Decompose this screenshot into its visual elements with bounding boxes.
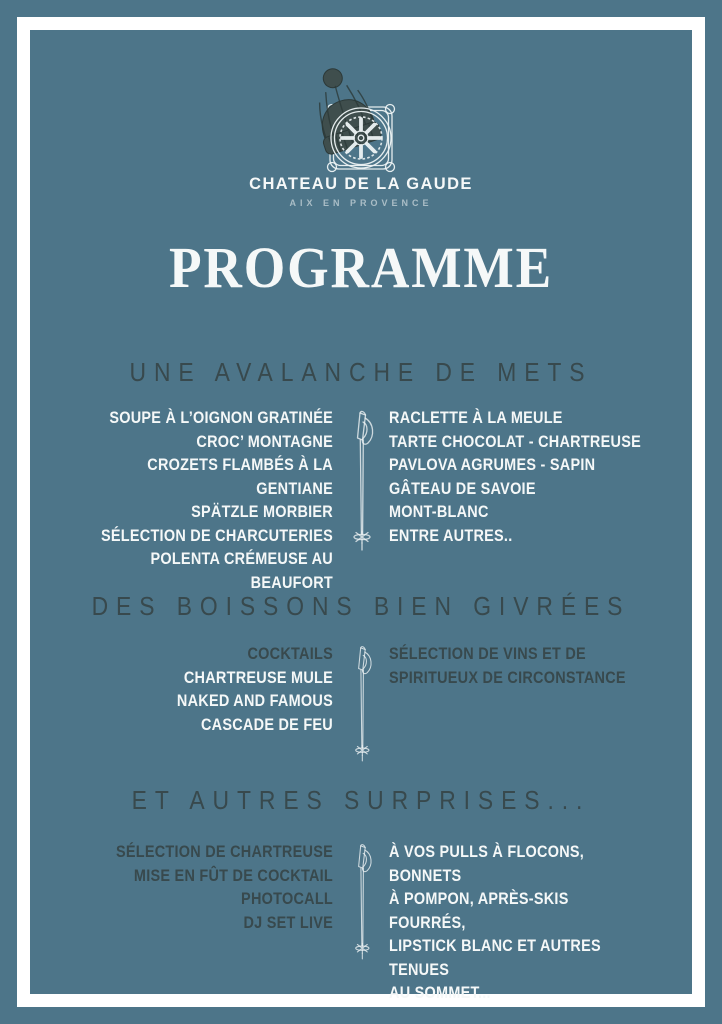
section-boissons xyxy=(30,588,692,766)
menu-item: SÉLECTION DE VINS ET DE xyxy=(389,644,586,663)
section-avalanche-de-mets xyxy=(30,354,692,594)
menu-column-right xyxy=(389,642,647,766)
logo xyxy=(271,64,451,180)
menu-item: LIPSTICK BLANC ET AUTRES TENUES xyxy=(389,936,601,979)
ski-pole-icon xyxy=(345,642,378,766)
menu-column-left xyxy=(75,840,333,1005)
menu-item: ENTRE AUTRES.. xyxy=(389,525,513,545)
brand-name: CHATEAU DE LA GAUDE xyxy=(249,175,473,193)
section-heading: ET AUTRES SURPRISES... xyxy=(131,785,591,815)
menu-item: NAKED AND FAMOUS xyxy=(176,691,333,710)
menu-item: CROZETS FLAMBÉS À LA GENTIANE xyxy=(147,455,333,498)
menu-item: SPIRITUEUX DE CIRCONSTANCE xyxy=(389,667,626,687)
menu-item: CHARTREUSE MULE xyxy=(183,667,333,687)
menu-item: CROC’ MONTAGNE xyxy=(196,431,333,451)
menu-column-right xyxy=(389,406,647,594)
menu-item: COCKTAILS xyxy=(247,644,333,663)
menu-item: PAVLOVA AGRUMES - SAPIN xyxy=(389,455,596,474)
menu-item: SÉLECTION DE CHARCUTERIES xyxy=(101,525,333,545)
divider-cell xyxy=(333,642,389,766)
menu-item: MISE EN FÛT DE COCKTAIL xyxy=(133,865,333,885)
ski-pole-icon xyxy=(341,406,381,556)
menu-item: RACLETTE À LA MEULE xyxy=(389,408,563,427)
menu-item: À VOS PULLS À FLOCONS, BONNETS xyxy=(389,842,585,885)
menu-column-left xyxy=(75,642,333,766)
menu-item: À POMPON, APRÈS-SKIS FOURRÉS, xyxy=(389,889,569,932)
menu-column-left xyxy=(75,406,333,594)
menu-column-right xyxy=(389,840,647,1005)
menu-item: DJ SET LIVE xyxy=(243,912,333,932)
menu-item: GÂTEAU DE SAVOIE xyxy=(389,478,536,498)
menu-item: MONT-BLANC xyxy=(389,502,489,521)
menu-item: TARTE CHOCOLAT - CHARTREUSE xyxy=(389,431,641,451)
section-heading: UNE AVALANCHE DE METS xyxy=(129,357,593,387)
section-heading: DES BOISSONS BIEN GIVRÉES xyxy=(91,591,631,621)
divider-cell xyxy=(333,406,389,594)
divider-cell xyxy=(333,840,389,1005)
page-title: PROGRAMME xyxy=(168,235,554,300)
menu-item: SPÄTZLE MORBIER xyxy=(191,502,333,521)
menu-item: CASCADE DE FEU xyxy=(200,714,333,734)
menu-item: POLENTA CRÉMEUSE AU BEAUFORT xyxy=(150,549,333,592)
ski-pole-icon xyxy=(345,840,378,964)
menu-item: SÉLECTION DE CHARTREUSE xyxy=(115,842,333,861)
menu-item: SOUPE À L’OIGNON GRATINÉE xyxy=(109,408,333,427)
menu-item: PHOTOCALL xyxy=(241,889,333,908)
brand-location: AIX EN PROVENCE xyxy=(289,198,433,208)
section-surprises xyxy=(30,782,692,1005)
menu-item: AU SOMMET... xyxy=(389,983,491,1002)
